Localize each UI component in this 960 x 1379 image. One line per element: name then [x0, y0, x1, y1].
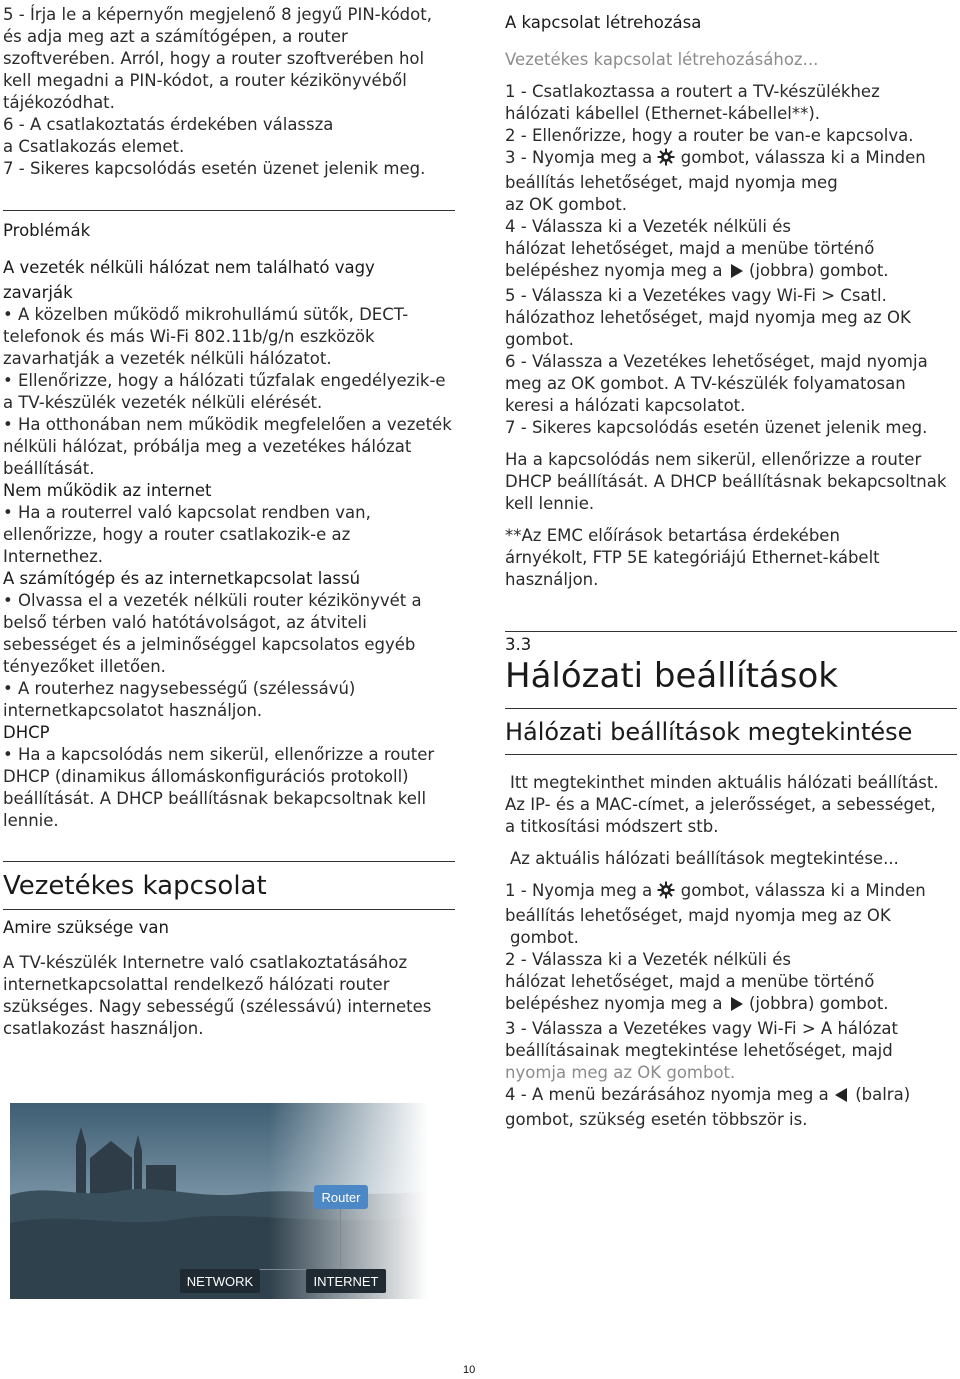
conn-step: meg az OK gombot. A TV-készülék folyamatosan — [505, 374, 906, 393]
view-step: beállításainak megtekintése lehetőséget, majd — [505, 1041, 893, 1060]
view-step: gombot. — [510, 928, 579, 947]
intro-line: 7 - Sikeres kapcsolódás esetén üzenet jelenik meg. — [3, 159, 426, 178]
view-step: 1 - Nyomja meg a gombot, válassza ki a Minden — [505, 880, 957, 905]
svg-text:NETWORK: NETWORK — [186, 1274, 254, 1289]
intro-line: 6 - A csatlakoztatás érdekében válassza — [3, 115, 334, 134]
conn-step: hálózat lehetőséget, majd a menübe történő — [505, 239, 875, 258]
conn-step: beállítás lehetőséget, majd nyomja meg — [505, 173, 838, 192]
divider — [505, 754, 957, 755]
divider — [505, 631, 957, 632]
svg-text:INTERNET: INTERNET — [313, 1274, 379, 1289]
divider — [505, 708, 957, 709]
need-line: csatlakozást használjon. — [3, 1019, 204, 1038]
issue1-line: telefonok és más Wi-Fi 802.11b/g/n eszközök — [3, 327, 375, 346]
conn-step: az OK gombot. — [505, 195, 627, 214]
issue1-line: zavarhatják a vezeték nélküli hálózatot. — [3, 349, 332, 368]
dhcp-note: DHCP beállítását. A DHCP beállításnak bekapcsoltnak — [505, 472, 947, 491]
issue3-title: A számítógép és az internetkapcsolat lassú — [3, 569, 361, 588]
divider — [3, 210, 455, 211]
conn-step: 1 - Csatlakoztassa a routert a TV-készülékhez — [505, 82, 880, 101]
view-step: 4 - A menü bezárásához nyomja meg a (balra) — [505, 1084, 957, 1109]
issue1-line: • A közelben működő mikrohullámú sütők, DECT- — [3, 305, 409, 324]
intro-line: kell megadni a PIN-kódot, a router kézikönyvéből — [3, 71, 407, 90]
left-column — [3, 4, 455, 1040]
view-intro: Itt megtekinthet minden aktuális hálózati beállítást. — [510, 773, 939, 792]
page-number: 10 — [463, 1364, 476, 1376]
issue4-line: DHCP (dinamikus állomáskonfigurációs protokoll) — [3, 767, 409, 786]
left-arrow-icon — [834, 1087, 850, 1109]
view-step: gombot, szükség esetén többször is. — [505, 1110, 808, 1129]
issue2-line: Internethez. — [3, 547, 104, 566]
issue4-line: • Ha a kapcsolódás nem sikerül, ellenőrizze a router — [3, 745, 435, 764]
conn-step: 2 - Ellenőrizze, hogy a router be van-e kapcsolva. — [505, 126, 914, 145]
issue4-line: lennie. — [3, 811, 59, 830]
conn-intro: Vezetékes kapcsolat létrehozásához... — [505, 50, 819, 69]
network-label — [180, 1269, 260, 1293]
emc-note: **Az EMC előírások betartása érdekében — [505, 526, 840, 545]
need-title: Amire szüksége van — [3, 918, 169, 937]
view-step: beállítás lehetőséget, majd nyomja meg az OK — [505, 906, 891, 925]
issue1-line: nélküli hálózat, próbálja meg a vezetékes hálózat — [3, 437, 412, 456]
issue4-title: DHCP — [3, 723, 50, 742]
gear-icon — [657, 881, 675, 905]
emc-note: árnyékolt, FTP 5E kategóriájú Ethernet-kábelt — [505, 548, 880, 567]
conn-step: keresi a hálózati kapcsolatot. — [505, 396, 746, 415]
issue1-title: A vezeték nélküli hálózat nem található vagy — [3, 258, 375, 277]
issue3-line: • Olvassa el a vezeték nélküli router kézikönyvét a — [3, 591, 422, 610]
view-intro: a titkosítási módszert stb. — [505, 817, 719, 836]
view-lead: Az aktuális hálózati beállítások megtekintése... — [510, 849, 899, 868]
need-line: szükséges. Nagy sebességű (szélessávú) internetes — [3, 997, 432, 1016]
router-label — [314, 1185, 368, 1209]
need-line: A TV-készülék Internetre való csatlakoztatásához — [3, 953, 408, 972]
conn-step: 6 - Válassza a Vezetékes lehetőséget, majd nyomja — [505, 352, 928, 371]
issue1-line: beállítását. — [3, 459, 95, 478]
divider — [3, 861, 455, 862]
issue1-line: • Ellenőrizze, hogy a hálózati tűzfalak engedélyezik-e — [3, 371, 446, 390]
conn-step: 7 - Sikeres kapcsolódás esetén üzenet jelenik meg. — [505, 418, 928, 437]
section-title: Hálózati beállítások — [505, 656, 838, 696]
intro-line: tájékozódhat. — [3, 93, 115, 112]
conn-step: 4 - Válassza ki a Vezeték nélküli és — [505, 217, 791, 236]
dhcp-note: Ha a kapcsolódás nem sikerül, ellenőrizze a router — [505, 450, 922, 469]
right-arrow-icon — [728, 263, 744, 285]
emc-note: használjon. — [505, 570, 599, 589]
need-line: internetkapcsolattal rendelkező hálózati router — [3, 975, 390, 994]
conn-step: gombot. — [505, 330, 574, 349]
wired-title: Vezetékes kapcsolat — [3, 871, 267, 901]
view-step: hálózat lehetőséget, majd a menübe történő — [505, 972, 875, 991]
view-step: 2 - Válassza ki a Vezeték nélküli és — [505, 950, 791, 969]
view-intro: Az IP- és a MAC-címet, a jelerősséget, a sebességet, — [505, 795, 936, 814]
issue1-line: • Ha otthonában nem működik megfelelően a vezeték — [3, 415, 452, 434]
view-step: nyomja meg az OK gombot. — [505, 1063, 736, 1082]
internet-label — [306, 1269, 386, 1293]
right-column — [505, 12, 957, 1131]
conn-step: hálózati kábellel (Ethernet-kábellel**). — [505, 104, 821, 123]
issue3-line: tényezőket illetően. — [3, 657, 166, 676]
problems-title: Problémák — [3, 221, 91, 240]
issue2-line: ellenőrizze, hogy a router csatlakozik-e az — [3, 525, 351, 544]
issue1-title: zavarják — [3, 283, 73, 302]
conn-step: belépéshez nyomja meg a (jobbra) gombot. — [505, 260, 957, 285]
section-number: 3.3 — [505, 635, 532, 654]
sub-title: Hálózati beállítások megtekintése — [505, 718, 913, 746]
svg-text:Router: Router — [321, 1190, 361, 1205]
conn-title: A kapcsolat létrehozása — [505, 13, 702, 32]
conn-step: 5 - Válassza ki a Vezetékes vagy Wi-Fi > Csatl. — [505, 286, 887, 305]
dhcp-note: kell lennie. — [505, 494, 595, 513]
issue2-line: • Ha a routerrel való kapcsolat rendben van, — [3, 503, 371, 522]
right-arrow-icon — [728, 996, 744, 1018]
issue2-title: Nem működik az internet — [3, 481, 212, 500]
issue3-line: belső térben való hatótávolságot, az átviteli — [3, 613, 367, 632]
conn-step: hálózathoz lehetőséget, majd nyomja meg az OK — [505, 308, 911, 327]
issue3-line: • A routerhez nagysebességű (szélessávú) — [3, 679, 356, 698]
intro-line: 5 - Írja le a képernyőn megjelenő 8 jegyű PIN-kódot, — [3, 5, 432, 24]
view-step: belépéshez nyomja meg a (jobbra) gombot. — [505, 993, 957, 1018]
issue1-line: a TV-készülék vezeték nélküli elérését. — [3, 393, 323, 412]
issue4-line: beállítását. A DHCP beállításnak bekapcsoltnak kell — [3, 789, 427, 808]
issue3-line: sebességet és a jelminőséggel kapcsolatos egyéb — [3, 635, 416, 654]
tv-network-illustration — [10, 1103, 428, 1299]
intro-line: a Csatlakozás elemet. — [3, 137, 185, 156]
gear-icon — [657, 148, 675, 172]
conn-step: 3 - Nyomja meg a gombot, válassza ki a Minden — [505, 147, 957, 172]
intro-line: és adja meg azt a számítógépen, a router — [3, 27, 348, 46]
view-step: 3 - Válassza a Vezetékes vagy Wi-Fi > A hálózat — [505, 1019, 898, 1038]
intro-line: szoftverében. Arról, hogy a router szoftverében hol — [3, 49, 425, 68]
divider — [3, 909, 455, 910]
issue3-line: internetkapcsolatot használjon. — [3, 701, 263, 720]
